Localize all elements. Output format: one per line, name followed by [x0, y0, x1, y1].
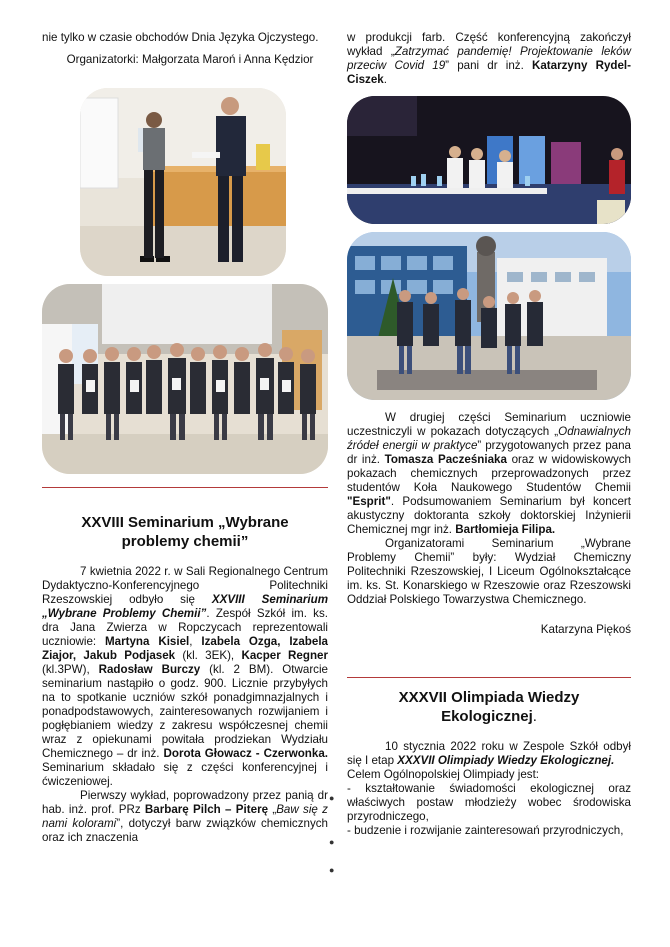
- seminar-article: [42, 513, 328, 845]
- olympiad-goal-1: - kształtowanie świadomości ekologicznej oraz właściwych postaw młodzieży wobec środowiska przyrodniczego,: [347, 782, 631, 823]
- olympiad-goals-intro: Celem Ogólnopolskiej Olimpiady jest:: [347, 768, 540, 781]
- seminar-organizers-paragraph: Organizatorami Seminarium „Wybrane Problemy Chemii” były: Wydział Chemiczny Politechniki Rzeszowskiej, I Liceum Ogólnokształcące im. ks. St. Konarskiego w Rzeszowie oraz Rzeszowski Oddział Polskiego Towarzystwa Chemicznego.: [347, 537, 631, 606]
- section-divider-right: [347, 677, 631, 678]
- organizers-line: Organizatorki: Małgorzata Maroń i Anna Kędzior: [66, 53, 314, 66]
- seminar-paragraph-2: Pierwszy wykład, poprowadzony przez panią dr hab. inż. prof. PRz Barbarę Pilch – Piterę „Baw się z nami kolorami”, dotyczył barw związków chemicznych oraz ich znaczenia: [42, 789, 328, 844]
- photo-monument-outdoor: [347, 232, 631, 400]
- seminar-paragraph-continued: w produkcji farb. Część konferencyjną zakończył wykład „Zatrzymać pandemię! Projektowanie leków przeciw Covid 19” pani dr inż. Katarzyny Rydel-Ciszek.: [347, 31, 631, 86]
- olympiad-goal-2: - budzenie i rozwijanie zainteresowań przyrodniczych,: [347, 824, 624, 837]
- intro-text: nie tylko w czasie obchodów Dnia Języka Ojczystego.: [42, 31, 319, 44]
- article-author: Katarzyna Piękoś: [540, 623, 631, 636]
- seminar-continued: [347, 31, 631, 87]
- photo-award-handover: [80, 88, 286, 276]
- seminar-title: XXVIII Seminarium „Wybrane problemy chemii”: [81, 514, 289, 550]
- seminar-paragraph-3: W drugiej części Seminarium uczniowie uczestniczyli w pokazach dotyczących „Odnawialnych źródeł energii w praktyce” przygotowanych przez pana dr inż. Tomasza Pacześniaka oraz w widowiskowych pokazach chemicznych przeprowadzonych przez studentów Koła Naukowego Studentów Chemii "Esprit". Podsumowaniem Seminarium był koncert akustyczny doktoranta szkoły doktorskiej Inżynierii Chemicznej mgr inż. Bartłomieja Filipa.: [347, 411, 631, 536]
- gutter-mark: ●: [329, 793, 335, 803]
- photo-stage-demonstration: [347, 96, 631, 224]
- left-column: [42, 31, 328, 67]
- section-divider-left: [42, 487, 328, 488]
- photo-group-students: [42, 284, 328, 474]
- olympiad-paragraph-1: 10 stycznia 2022 roku w Zespole Szkół odbył się I etap XXXVII Olimpiady Wiedzy Ekologicznej.: [347, 740, 631, 767]
- olympiad-title: XXXVII Olimpiada Wiedzy Ekologicznej.: [398, 689, 580, 725]
- gutter-mark: ●: [329, 865, 335, 875]
- seminar-paragraph-1: 7 kwietnia 2022 r. w Sali Regionalnego Centrum Dydaktyczno-Konferencyjnego Politechniki Rzeszowskiej odbyło się XXVIII Seminarium „Wybrane Problemy Chemii”. Zespół Szkół im. ks. dra Jana Zwierza w Ropczycach reprezentowali uczniowie: Martyna Kisiel, Izabela Ozga, Izabela Ziajor, Jakub Podjasek (kl. 3EK), Kacper Regner (kl.3PW), Radosław Burczy (kl. 2 BM). Otwarcie seminarium nastąpiło o godz. 900. Licznie przybyłych na to spotkanie uczniów szkół ponadgimnazjalnych i ponadpodstawowych, zainteresowanych rozwijaniem i pogłębianiem wiedzy z zakresu współczesnej chemii wraz z opiekunami powitała prodziekan Wydziału Chemicznego – dr inż. Dorota Głowacz - Czerwonka. Seminarium składało się z części konferencyjnej i ćwiczeniowej.: [42, 565, 329, 788]
- seminar-part-two: [347, 411, 631, 637]
- gutter-mark: ●: [329, 837, 335, 847]
- olympiad-article: [347, 688, 631, 838]
